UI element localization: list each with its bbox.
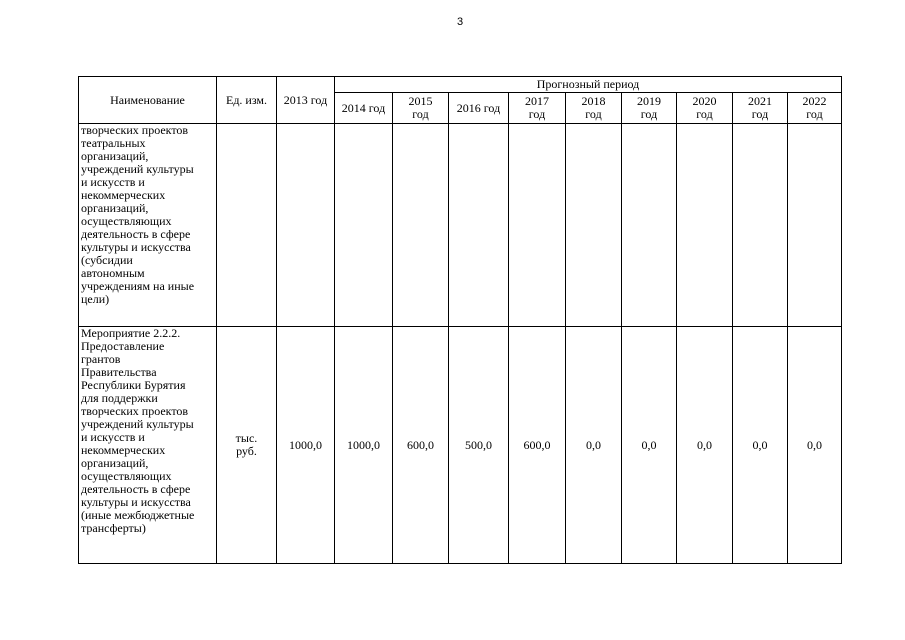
header-year-2022: 2022 год — [788, 93, 842, 124]
row-unit: тыс. руб. — [217, 327, 277, 564]
row-value-2020 — [677, 124, 733, 327]
header-year-2018: 2018 год — [566, 93, 622, 124]
row-value-2016 — [449, 124, 509, 327]
header-forecast-period: Прогнозный период — [335, 77, 842, 93]
row-value-2021 — [733, 124, 788, 327]
header-year-2021: 2021 год — [733, 93, 788, 124]
row-name: Мероприятие 2.2.2. Предоставление грантов Правительства Республики Бурятия для поддержки творческих проектов учреждений культуры и искусств и некоммерческих организаций, осуществляющих деятельность в сфере культуры и искусства (иные межбюджетные трансферты) — [79, 327, 217, 564]
row-value-2014: 1000,0 — [335, 327, 393, 564]
row-value-2018 — [566, 124, 622, 327]
row-value-2015: 600,0 — [393, 327, 449, 564]
header-year-2020: 2020 год — [677, 93, 733, 124]
row-value-2022: 0,0 — [788, 327, 842, 564]
row-name: творческих проектов театральных организаций, учреждений культуры и искусств и некоммерческих организаций, осуществляющих деятельность в сфере культуры и искусства (субсидии автономным учреждениям на иные цели) — [79, 124, 217, 327]
header-year-2017: 2017 год — [509, 93, 566, 124]
row-value-2019: 0,0 — [622, 327, 677, 564]
row-value-2017: 600,0 — [509, 327, 566, 564]
row-value-2017 — [509, 124, 566, 327]
page-number: 3 — [456, 16, 464, 28]
header-year-2019: 2019 год — [622, 93, 677, 124]
header-row-top — [79, 77, 842, 93]
row-value-2014 — [335, 124, 393, 327]
row-value-2018: 0,0 — [566, 327, 622, 564]
row-value-2016: 500,0 — [449, 327, 509, 564]
header-year-2016: 2016 год — [449, 93, 509, 124]
row-value-2015 — [393, 124, 449, 327]
header-year-2014: 2014 год — [335, 93, 393, 124]
header-base-year: 2013 год — [277, 77, 335, 124]
row-value-2019 — [622, 124, 677, 327]
row-base-value: 1000,0 — [277, 327, 335, 564]
row-value-2022 — [788, 124, 842, 327]
forecast-table — [78, 76, 842, 564]
row-base-value — [277, 124, 335, 327]
row-value-2021: 0,0 — [733, 327, 788, 564]
header-year-2015: 2015 год — [393, 93, 449, 124]
header-name: Наименование — [79, 77, 217, 124]
row-unit — [217, 124, 277, 327]
table-row — [79, 327, 842, 564]
table-row — [79, 124, 842, 327]
row-value-2020: 0,0 — [677, 327, 733, 564]
header-unit: Ед. изм. — [217, 77, 277, 124]
